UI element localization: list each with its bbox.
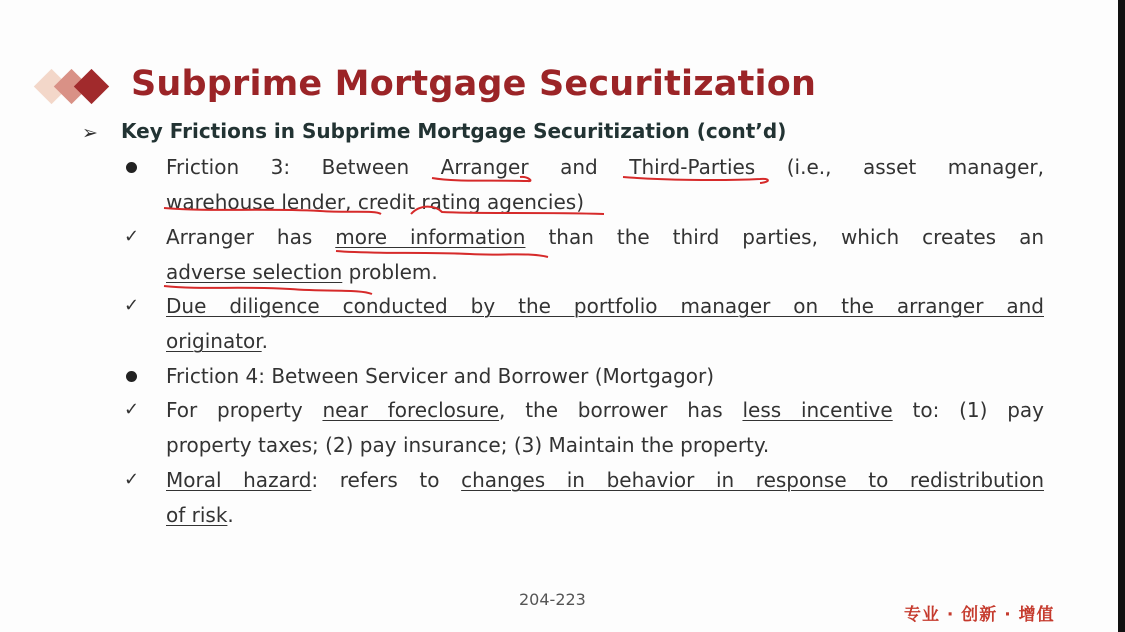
list-item-line: originator. <box>166 329 269 353</box>
list-item-moral-hazard <box>166 463 1044 533</box>
arrow-bullet-icon: ➢ <box>82 122 98 144</box>
title-diamond-icons <box>34 67 124 107</box>
footer-slogan: 专业 · 创新 · 增值 <box>904 605 1055 625</box>
section-heading: Key Frictions in Subprime Mortgage Securitization (cont’d) <box>121 119 787 143</box>
list-item-line: Friction 3: Between Arranger and Third-Parties (i.e., asset manager, <box>166 155 1044 179</box>
list-item-friction-4 <box>166 359 1044 394</box>
checkmark-icon: ✓ <box>124 399 140 420</box>
list-item-arranger-information <box>166 220 1044 290</box>
slide-title: Subprime Mortgage Securitization <box>131 64 817 104</box>
list-item-line: Due diligence conducted by the portfolio manager on the arranger and <box>166 294 1044 318</box>
bullet-dot-icon <box>126 162 137 173</box>
diamond-dark-icon <box>74 69 109 104</box>
list-item-near-foreclosure <box>166 393 1044 463</box>
checkmark-icon: ✓ <box>124 226 140 247</box>
list-item-due-diligence <box>166 289 1044 359</box>
list-item-line: Friction 4: Between Servicer and Borrower (Mortgagor) <box>166 364 715 388</box>
checkmark-icon: ✓ <box>124 295 140 316</box>
bullet-dot-icon <box>126 371 137 382</box>
list-item-line: Arranger has more information than the third parties, which creates an <box>166 225 1045 249</box>
list-item-line: For property near foreclosure, the borrower has less incentive to: (1) pay <box>166 398 1045 422</box>
list-item-friction-3 <box>166 150 1044 220</box>
list-item-line: of risk. <box>166 503 234 527</box>
list-item-line: Moral hazard: refers to changes in behavior in response to redistribution <box>166 468 1044 492</box>
list-item-line: property taxes; (2) pay insurance; (3) Maintain the property. <box>166 433 770 457</box>
list-item-line: warehouse lender, credit rating agencies) <box>166 190 585 214</box>
right-edge-bar <box>1118 0 1125 632</box>
page-number: 204-223 <box>519 590 586 609</box>
checkmark-icon: ✓ <box>124 469 140 490</box>
list-item-line: adverse selection problem. <box>166 260 438 284</box>
